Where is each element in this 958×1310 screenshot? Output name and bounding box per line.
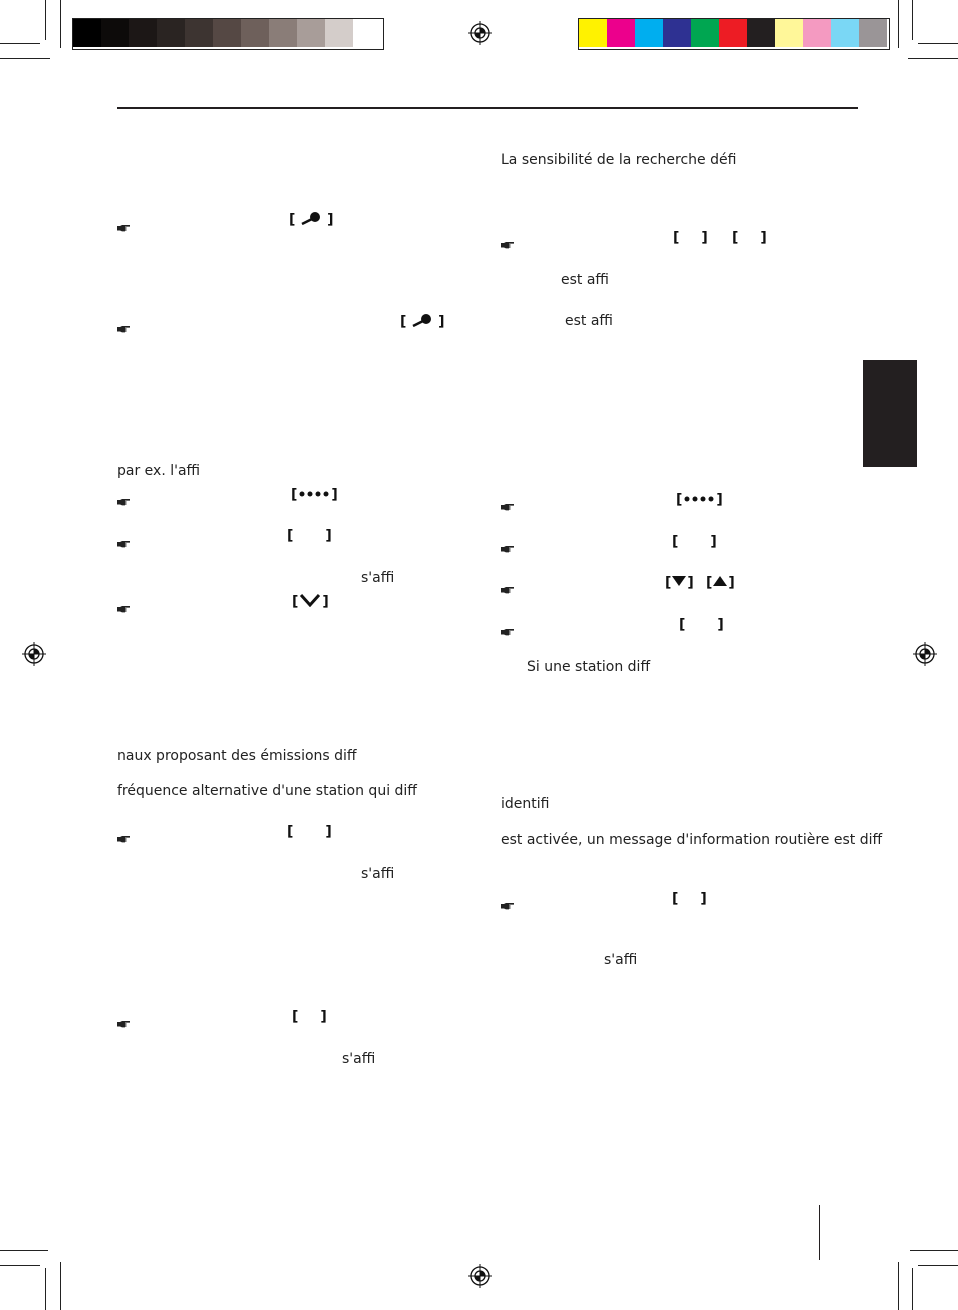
color-swatch	[747, 19, 775, 47]
microphone-icon	[300, 211, 322, 225]
color-swatch	[859, 19, 887, 47]
pointing-hand-icon	[501, 497, 515, 506]
mic-key: [ ]	[400, 314, 445, 330]
pointing-hand-icon	[501, 896, 515, 905]
gray-swatch	[241, 19, 269, 47]
color-swatch	[635, 19, 663, 47]
crop-mark-bl-v	[45, 1268, 46, 1310]
crop-mark-tr-h2	[908, 58, 958, 59]
pointing-hand-icon	[501, 539, 515, 548]
triangle-down-icon	[671, 575, 687, 587]
menu-key: [ ]	[291, 487, 338, 503]
menu-key: [ ]	[676, 492, 723, 508]
frequence-text: fréquence alternative d'une station qui diff	[117, 783, 417, 799]
safi-text-4: s'affi	[604, 952, 638, 968]
est-affi-text-1: est affi	[561, 272, 609, 288]
four-dots-icon	[682, 494, 716, 504]
pointing-hand-icon	[501, 580, 515, 589]
gray-swatch	[213, 19, 241, 47]
crop-mark-br-h2	[918, 1265, 958, 1266]
crop-mark-tl-h	[0, 43, 40, 44]
crop-mark-br-v2	[898, 1262, 899, 1310]
pointing-hand-icon	[117, 534, 131, 543]
gray-swatch	[101, 19, 129, 47]
empty-key: [ ]	[732, 230, 767, 246]
sensibilite-text: La sensibilité de la recherche défi	[501, 152, 737, 168]
down-key: [ ]	[665, 575, 694, 591]
empty-key: [ ]	[672, 534, 717, 550]
color-swatch	[831, 19, 859, 47]
language-tab	[863, 360, 917, 467]
footer-rule	[819, 1205, 820, 1260]
gray-swatch	[297, 19, 325, 47]
crop-mark-tl-v2	[60, 0, 61, 48]
safi-text-3: s'affi	[342, 1051, 376, 1067]
registration-mark-icon	[913, 642, 937, 666]
pointing-hand-icon	[501, 622, 515, 631]
gray-swatch	[269, 19, 297, 47]
pointing-hand-icon	[501, 235, 515, 244]
crop-mark-tr-v2	[898, 0, 899, 48]
chevron-down-icon	[298, 593, 322, 607]
gray-swatch	[353, 19, 381, 47]
registration-mark-icon	[468, 1264, 492, 1288]
up-key: [ ]	[706, 575, 735, 591]
microphone-icon	[411, 313, 433, 327]
registration-mark-icon	[468, 21, 492, 45]
empty-key: [ ]	[292, 1009, 327, 1025]
safi-text-2: s'affi	[361, 866, 395, 882]
color-swatch	[579, 19, 607, 47]
pointing-hand-icon	[117, 218, 131, 227]
crop-mark-tr-v	[912, 0, 913, 40]
pointing-hand-icon	[117, 492, 131, 501]
crop-mark-tr-h	[918, 43, 958, 44]
par-ex-text: par ex. l'affi	[117, 463, 201, 479]
empty-key: [ ]	[673, 230, 708, 246]
naux-text: naux proposant des émissions diff	[117, 748, 357, 764]
color-swatch	[691, 19, 719, 47]
si-station-text: Si une station diff	[527, 659, 651, 675]
mic-key: [ ]	[289, 212, 334, 228]
crop-mark-br-h	[910, 1250, 958, 1251]
gray-swatch	[129, 19, 157, 47]
crop-mark-tl-h2	[0, 58, 50, 59]
identifi-text: identifi	[501, 796, 550, 812]
pointing-hand-icon	[117, 319, 131, 328]
crop-mark-br-v	[912, 1268, 913, 1310]
gray-swatch	[73, 19, 101, 47]
pointing-hand-icon	[117, 1014, 131, 1023]
color-swatch	[607, 19, 635, 47]
color-swatch	[663, 19, 691, 47]
triangle-up-icon	[712, 575, 728, 587]
pointing-hand-icon	[117, 829, 131, 838]
gray-swatch	[157, 19, 185, 47]
color-swatch	[719, 19, 747, 47]
gray-swatch	[185, 19, 213, 47]
empty-key: [ ]	[287, 528, 332, 544]
pointing-hand-icon	[117, 599, 131, 608]
safi-text-1: s'affi	[361, 570, 395, 586]
empty-key: [ ]	[287, 824, 332, 840]
header-rule	[117, 107, 858, 109]
empty-key: [ ]	[672, 891, 707, 907]
empty-key: [ ]	[679, 617, 724, 633]
crop-mark-bl-h2	[0, 1265, 40, 1266]
color-swatch	[803, 19, 831, 47]
color-swatch	[775, 19, 803, 47]
est-affi-text-2: est affi	[565, 313, 613, 329]
down-key: [ ]	[292, 594, 329, 610]
crop-mark-bl-v2	[60, 1262, 61, 1310]
est-activee-text: est activée, un message d'information routière est diff	[501, 832, 883, 848]
crop-mark-bl-h	[0, 1250, 48, 1251]
gray-swatch	[325, 19, 353, 47]
registration-mark-icon	[22, 642, 46, 666]
crop-mark-tl-v	[45, 0, 46, 40]
four-dots-icon	[297, 489, 331, 499]
